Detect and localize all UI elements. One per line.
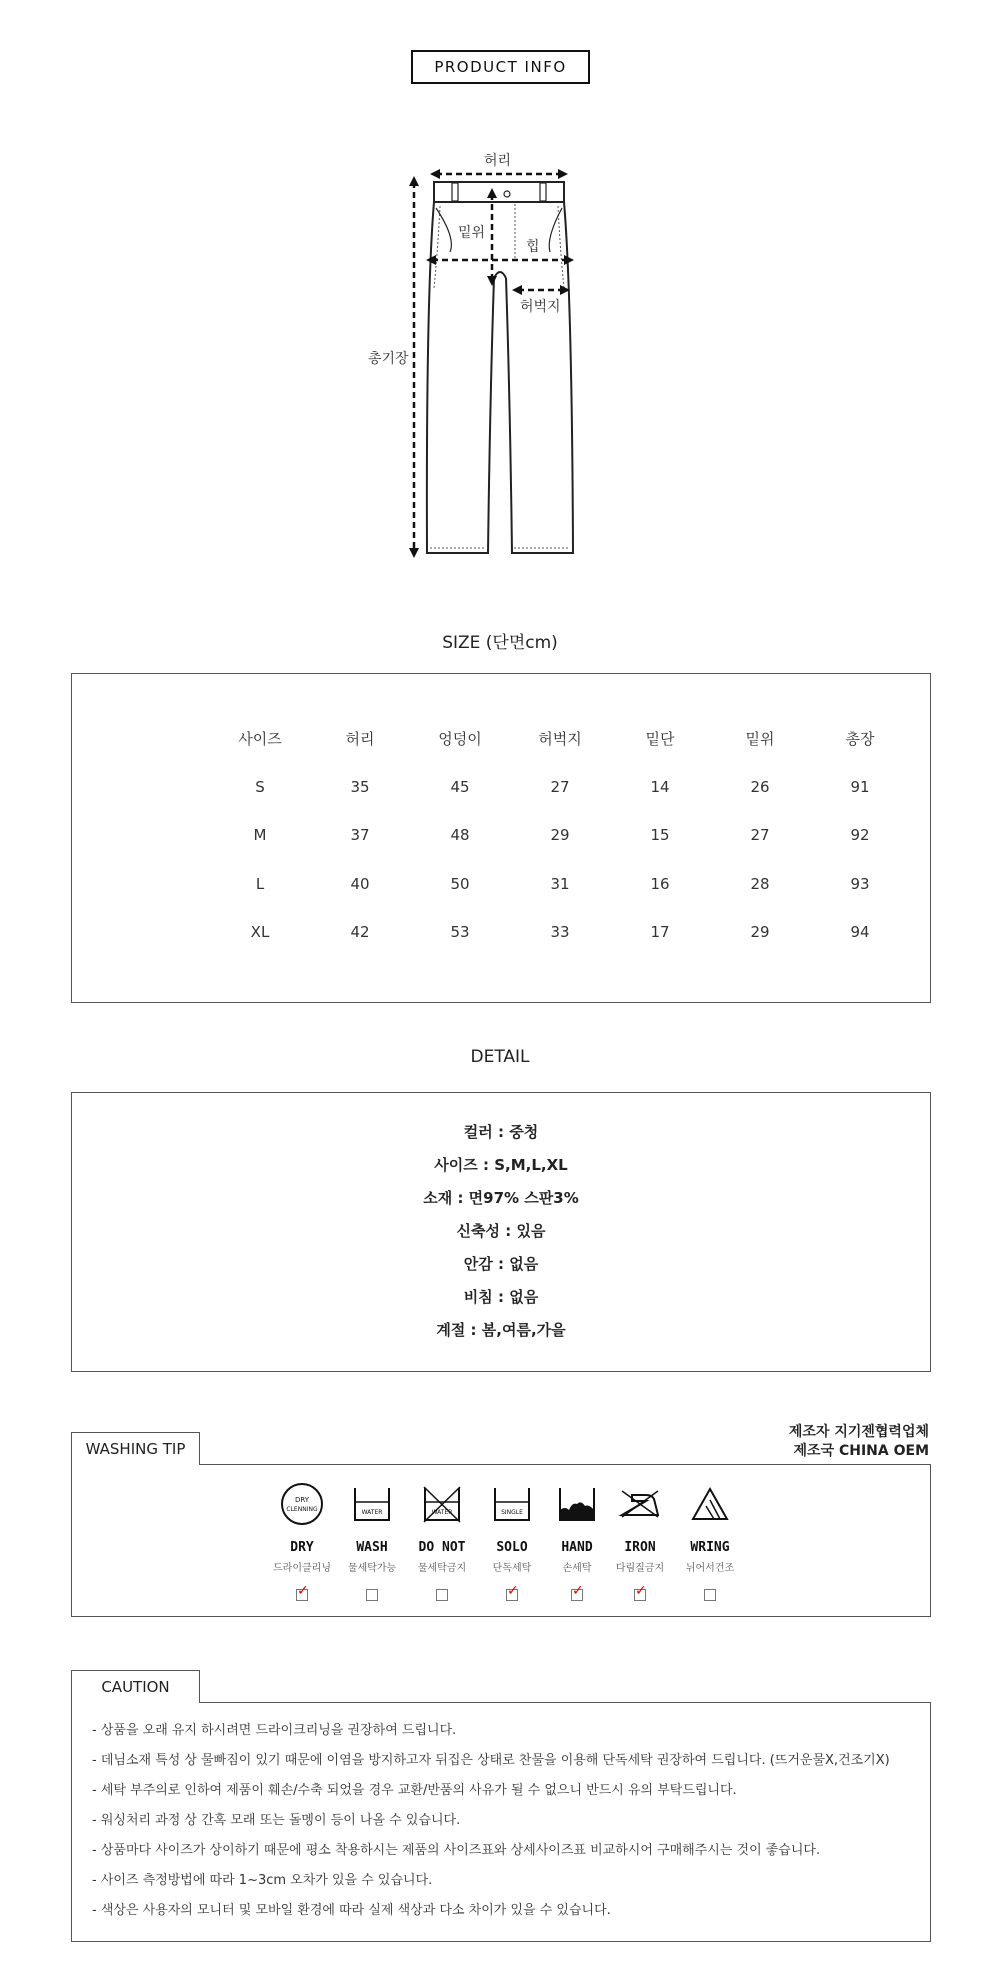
detail-stretch: 신축성 : 있음 — [456, 1222, 546, 1240]
wash-checkbox — [571, 1583, 584, 1601]
wash-item-iron — [600, 1480, 680, 1601]
single-icon-text: SINGLE — [501, 1509, 523, 1516]
table-row — [210, 908, 910, 957]
table-cell: 17 — [650, 923, 670, 942]
waist-label: 허리 — [484, 153, 512, 169]
table-cell: S — [255, 777, 265, 796]
wash-item-do-not — [402, 1480, 482, 1601]
wash-desc: 물세탁가능 — [347, 1563, 397, 1574]
detail-color: 컬러 : 중청 — [463, 1123, 539, 1141]
table-cell: 45 — [450, 777, 470, 796]
table-cell: 35 — [350, 777, 370, 796]
caution-line: - 데님소재 특성 상 물빠짐이 있기 때문에 이염을 방지하고자 뒤집은 상태로 찬물을 이용해 단독세탁 권장하여 드립니다. (뜨거운물X,건조기X) — [92, 1753, 890, 1768]
table-cell: 14 — [650, 777, 670, 796]
washing-tip-tab: WASHING TIP — [71, 1432, 200, 1465]
wash-desc: 다림질금지 — [615, 1563, 665, 1574]
water-icon-text: WATER — [431, 1509, 453, 1516]
wash-item-wash — [332, 1480, 412, 1601]
table-cell: 29 — [750, 923, 770, 942]
caution-line: - 사이즈 측정방법에 따라 1~3cm 오차가 있을 수 있습니다. — [92, 1873, 433, 1888]
total-length-label: 총기장 — [368, 351, 409, 367]
wash-code: WRING — [690, 1540, 730, 1555]
detail-sheerness: 비침 : 없음 — [463, 1288, 539, 1306]
column-header: 허벅지 — [538, 729, 582, 748]
caution-tab: CAUTION — [71, 1670, 200, 1703]
wash-desc: 드라이클리닝 — [273, 1563, 331, 1574]
wash-desc: 단독세탁 — [492, 1563, 532, 1574]
check-icon: ✓ — [297, 1583, 309, 1599]
table-row — [210, 763, 910, 812]
table-cell: 42 — [350, 923, 370, 942]
size-table-header — [210, 714, 910, 763]
table-cell: M — [253, 826, 267, 845]
column-header: 사이즈 — [238, 729, 282, 748]
column-header: 밑단 — [645, 729, 675, 748]
check-icon: ✓ — [572, 1583, 584, 1599]
caution-line: - 워싱처리 과정 상 간혹 모래 또는 돌멩이 등이 나올 수 있습니다. — [92, 1813, 461, 1828]
table-cell: 26 — [750, 777, 770, 796]
wash-desc: 뉘어서건조 — [685, 1563, 735, 1574]
wash-water-icon — [332, 1480, 412, 1528]
wring-icon — [670, 1480, 750, 1528]
size-heading: SIZE (단면cm) — [442, 633, 558, 653]
column-header: 밑위 — [745, 729, 775, 748]
country-of-origin: 제조국 CHINA OEM — [793, 1443, 929, 1459]
table-cell: 28 — [750, 874, 770, 893]
column-header: 허리 — [345, 729, 375, 748]
no-water-wash-icon — [402, 1480, 482, 1528]
column-header: 총장 — [845, 729, 875, 748]
wash-desc: 물세탁금지 — [417, 1563, 467, 1574]
washing-tip-box — [71, 1464, 931, 1617]
page-title: PRODUCT INFO — [411, 50, 590, 84]
detail-material: 소재 : 면97% 스판3% — [423, 1189, 579, 1207]
table-cell: 93 — [850, 874, 870, 893]
caution-line: - 상품마다 사이즈가 상이하기 때문에 평소 착용하시는 제품의 사이즈표와 상세사이즈표 비교하시어 구매해주시는 것이 좋습니다. — [92, 1843, 821, 1858]
rise-label: 밑위 — [458, 225, 486, 241]
table-cell: 50 — [450, 874, 470, 893]
thigh-label: 허벅지 — [520, 299, 561, 315]
detail-box — [71, 1092, 931, 1372]
hip-label: 힙 — [526, 239, 540, 255]
dry-clean-icon — [262, 1480, 342, 1528]
table-cell: 53 — [450, 923, 470, 942]
table-cell: 16 — [650, 874, 670, 893]
size-table — [210, 714, 910, 957]
table-cell: 33 — [550, 923, 570, 942]
caution-line: - 세탁 부주의로 인하여 제품이 훼손/수축 되었을 경우 교환/반품의 사유가 될 수 없으니 반드시 유의 부탁드립니다. — [92, 1783, 737, 1798]
wash-code: SOLO — [496, 1540, 528, 1555]
no-iron-icon — [600, 1480, 680, 1528]
table-cell: 37 — [350, 826, 370, 845]
detail-lining: 안감 : 없음 — [463, 1255, 539, 1273]
caution-line: - 색상은 사용자의 모니터 및 모바일 환경에 따라 실제 색상과 다소 차이가 있을 수 있습니다. — [92, 1903, 611, 1918]
wash-checkbox — [634, 1583, 647, 1601]
table-cell: 40 — [350, 874, 370, 893]
table-row — [210, 860, 910, 909]
table-cell: 15 — [650, 826, 670, 845]
manufacturer-info — [789, 1423, 929, 1461]
detail-size: 사이즈 : S,M,L,XL — [434, 1156, 568, 1174]
dry-icon-text: DRY — [294, 1496, 310, 1504]
detail-season: 계절 : 봄,여름,가을 — [436, 1321, 566, 1339]
table-cell: XL — [250, 923, 270, 942]
clenning-icon-text: CLENNING — [286, 1506, 318, 1513]
wash-code: IRON — [624, 1540, 656, 1555]
table-cell: L — [255, 874, 265, 893]
wash-item-wring — [670, 1480, 750, 1601]
size-table-box — [71, 673, 931, 1003]
table-cell: 31 — [550, 874, 570, 893]
wash-checkbox — [704, 1589, 716, 1601]
column-header: 엉덩이 — [438, 729, 482, 748]
check-icon: ✓ — [635, 1583, 647, 1599]
wash-checkbox — [436, 1589, 448, 1601]
pants-measurement-diagram — [360, 148, 650, 560]
table-cell: 48 — [450, 826, 470, 845]
caution-line: - 상품을 오래 유지 하시려면 드라이크리닝을 권장하여 드립니다. — [92, 1723, 457, 1738]
wash-code: DRY — [290, 1540, 314, 1555]
wash-code: DO NOT — [418, 1540, 466, 1555]
wash-item-dry — [262, 1480, 342, 1601]
caution-box — [71, 1702, 931, 1942]
water-icon-text: WATER — [361, 1509, 383, 1516]
wash-code: WASH — [356, 1540, 388, 1555]
table-cell: 92 — [850, 826, 870, 845]
wash-desc: 손세탁 — [562, 1563, 592, 1574]
table-cell: 91 — [850, 777, 870, 796]
wash-symbols — [262, 1480, 742, 1610]
table-cell: 29 — [550, 826, 570, 845]
wash-checkbox — [506, 1583, 519, 1601]
table-row — [210, 811, 910, 860]
detail-heading: DETAIL — [470, 1047, 530, 1067]
wash-code: HAND — [561, 1540, 593, 1555]
manufacturer: 제조자 지기젠협력업체 — [788, 1424, 929, 1440]
table-cell: 27 — [750, 826, 770, 845]
table-cell: 27 — [550, 777, 570, 796]
wash-checkbox — [296, 1583, 309, 1601]
check-icon: ✓ — [507, 1583, 519, 1599]
table-cell: 94 — [850, 923, 870, 942]
wash-checkbox — [366, 1589, 378, 1601]
